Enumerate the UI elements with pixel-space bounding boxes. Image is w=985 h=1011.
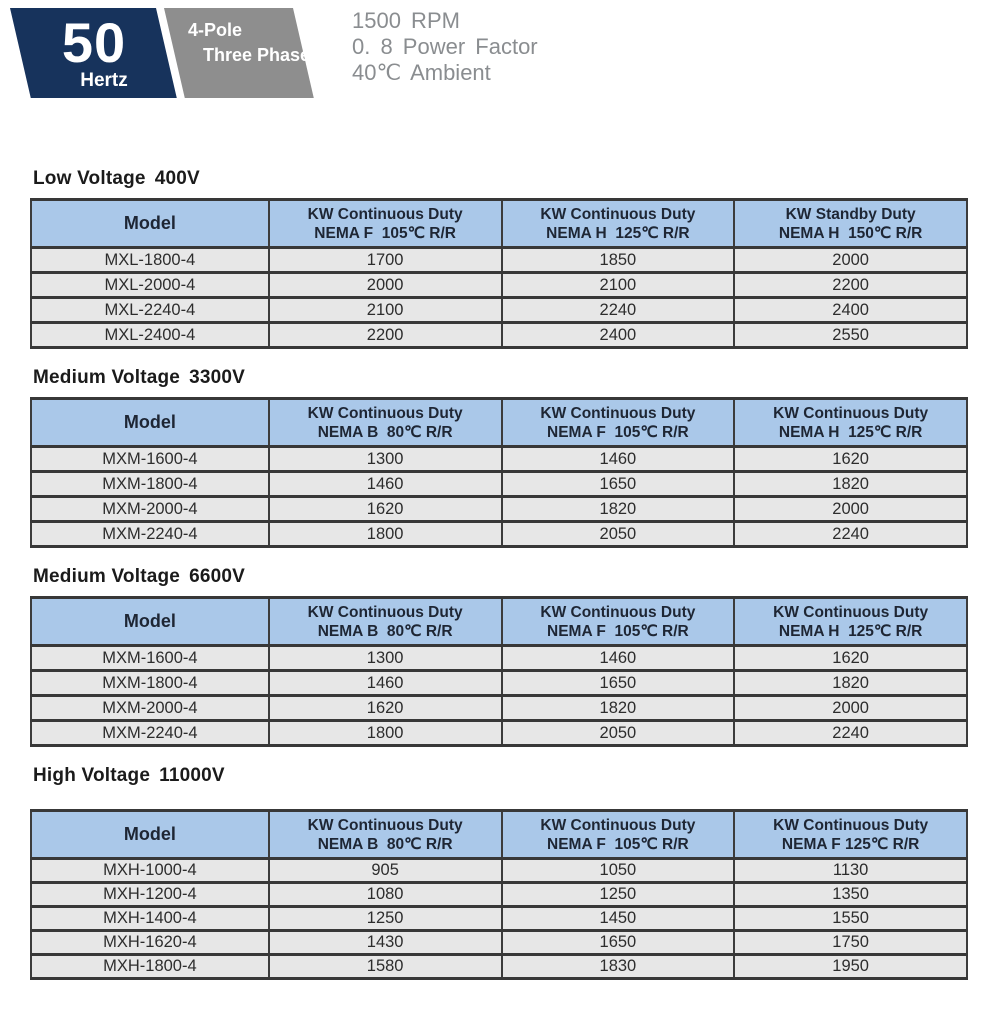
section-title-label: High Voltage	[33, 765, 151, 786]
value-cell: 1820	[734, 671, 967, 696]
section-title-medium-voltage-6600	[33, 566, 968, 588]
model-cell: MXL-2000-4	[31, 273, 269, 298]
value-cell: 1460	[502, 447, 735, 472]
model-cell: MXM-2000-4	[31, 497, 269, 522]
value-cell: 1650	[502, 931, 735, 955]
value-cell: 2240	[502, 298, 735, 323]
section-title-label: Medium Voltage	[33, 367, 181, 388]
pole-label: 4-Pole	[188, 20, 243, 40]
section-title-high-voltage	[33, 765, 968, 787]
column-header-model: Model	[31, 399, 269, 447]
value-cell: 1830	[502, 955, 735, 979]
header-line2: NEMA B 80℃ R/R	[317, 423, 453, 441]
value-cell: 1300	[269, 447, 502, 472]
value-cell: 2400	[502, 323, 735, 348]
model-cell: MXL-2240-4	[31, 298, 269, 323]
value-cell: 2400	[734, 298, 967, 323]
header-line1: KW Continuous Duty	[307, 816, 463, 834]
table-row	[31, 859, 967, 883]
header-line1: KW Continuous Duty	[773, 816, 929, 834]
frequency-unit-label: Hertz	[80, 70, 128, 91]
table-row	[31, 883, 967, 907]
model-cell: MXM-1600-4	[31, 646, 269, 671]
value-cell: 1820	[502, 497, 735, 522]
value-cell: 1950	[734, 955, 967, 979]
value-cell: 2100	[269, 298, 502, 323]
table-row	[31, 671, 967, 696]
column-header-duty-1	[269, 399, 502, 447]
column-header-duty-1	[269, 811, 502, 859]
table-row	[31, 931, 967, 955]
table-row	[31, 907, 967, 931]
model-cell: MXM-1600-4	[31, 447, 269, 472]
table-row	[31, 696, 967, 721]
table-high-voltage-11000v	[30, 809, 968, 980]
value-cell: 1700	[269, 248, 502, 273]
column-header-duty-2	[502, 811, 735, 859]
value-cell: 2240	[734, 522, 967, 547]
header-line1: KW Continuous Duty	[307, 603, 463, 621]
table-row	[31, 248, 967, 273]
header-line2: NEMA H 150℃ R/R	[778, 224, 923, 242]
header-row	[31, 811, 967, 859]
table-row	[31, 298, 967, 323]
section-title-low-voltage	[33, 168, 968, 190]
column-header-duty-3	[734, 598, 967, 646]
value-cell: 1460	[502, 646, 735, 671]
model-cell: MXH-1400-4	[31, 907, 269, 931]
spec-power-factor: 0. 8 Power Factor	[352, 34, 538, 59]
table-medium-voltage-6600v	[30, 596, 968, 747]
header-row	[31, 200, 967, 248]
value-cell: 2050	[502, 522, 735, 547]
model-cell: MXH-1200-4	[31, 883, 269, 907]
value-cell: 1300	[269, 646, 502, 671]
value-cell: 1580	[269, 955, 502, 979]
table-row	[31, 721, 967, 746]
model-cell: MXM-2240-4	[31, 721, 269, 746]
header-line1: KW Continuous Duty	[307, 205, 463, 223]
column-header-duty-2	[502, 200, 735, 248]
value-cell: 1250	[502, 883, 735, 907]
column-header-duty-2	[502, 598, 735, 646]
header-line1: KW Standby Duty	[785, 205, 916, 223]
model-cell: MXM-2240-4	[31, 522, 269, 547]
value-cell: 1800	[269, 721, 502, 746]
header-line1: KW Continuous Duty	[773, 404, 929, 422]
table-row	[31, 955, 967, 979]
value-cell: 1650	[502, 671, 735, 696]
value-cell: 1800	[269, 522, 502, 547]
value-cell: 1460	[269, 472, 502, 497]
header-line1: KW Continuous Duty	[540, 603, 696, 621]
value-cell: 2200	[734, 273, 967, 298]
value-cell: 2100	[502, 273, 735, 298]
header-line2: NEMA F 125℃ R/R	[781, 835, 920, 853]
frequency-value: 50	[61, 11, 127, 74]
value-cell: 1080	[269, 883, 502, 907]
header-line2: NEMA H 125℃ R/R	[778, 622, 923, 640]
value-cell: 2000	[734, 696, 967, 721]
table-row	[31, 646, 967, 671]
header-line1: KW Continuous Duty	[307, 404, 463, 422]
header-line2: NEMA F 105℃ R/R	[547, 423, 689, 441]
value-cell: 1550	[734, 907, 967, 931]
spec-summary	[352, 8, 538, 86]
table-medium-voltage-3300v	[30, 397, 968, 548]
section-title-medium-voltage-3300	[33, 367, 968, 389]
value-cell: 1620	[734, 447, 967, 472]
value-cell: 1820	[502, 696, 735, 721]
section-title-voltage: 3300V	[189, 367, 246, 388]
column-header-duty-3	[734, 811, 967, 859]
header-line1: KW Continuous Duty	[540, 404, 696, 422]
value-cell: 2200	[269, 323, 502, 348]
value-cell: 2000	[734, 248, 967, 273]
table-row	[31, 472, 967, 497]
header-row	[31, 399, 967, 447]
value-cell: 1750	[734, 931, 967, 955]
table-row	[31, 323, 967, 348]
table-row	[31, 522, 967, 547]
header-line1: KW Continuous Duty	[540, 816, 696, 834]
value-cell: 1460	[269, 671, 502, 696]
header-row	[31, 598, 967, 646]
value-cell: 1450	[502, 907, 735, 931]
model-cell: MXH-1620-4	[31, 931, 269, 955]
value-cell: 2240	[734, 721, 967, 746]
column-header-duty-3	[734, 200, 967, 248]
column-header-model: Model	[31, 598, 269, 646]
section-title-label: Medium Voltage	[33, 566, 181, 587]
value-cell: 1130	[734, 859, 967, 883]
value-cell: 2000	[269, 273, 502, 298]
value-cell: 1820	[734, 472, 967, 497]
value-cell: 1620	[269, 497, 502, 522]
table-row	[31, 273, 967, 298]
value-cell: 1430	[269, 931, 502, 955]
value-cell: 1650	[502, 472, 735, 497]
header-line2: NEMA F 105℃ R/R	[547, 835, 689, 853]
table-low-voltage-400v	[30, 198, 968, 349]
model-cell: MXH-1800-4	[31, 955, 269, 979]
spec-rpm: 1500 RPM	[352, 8, 460, 33]
value-cell: 1250	[269, 907, 502, 931]
header-line1: KW Continuous Duty	[540, 205, 696, 223]
header-line2: NEMA F 105℃ R/R	[547, 622, 689, 640]
model-cell: MXM-2000-4	[31, 696, 269, 721]
model-cell: MXM-1800-4	[31, 671, 269, 696]
column-header-duty-3	[734, 399, 967, 447]
column-header-duty-2	[502, 399, 735, 447]
header-badge	[0, 0, 985, 106]
header-line2: NEMA H 125℃ R/R	[546, 224, 690, 242]
spec-ambient: 40℃ Ambient	[352, 60, 491, 85]
value-cell: 1620	[269, 696, 502, 721]
section-title-voltage: 6600V	[189, 566, 246, 587]
header-line2: NEMA B 80℃ R/R	[317, 835, 453, 853]
header-line2: NEMA H 125℃ R/R	[778, 423, 923, 441]
value-cell: 2550	[734, 323, 967, 348]
column-header-model: Model	[31, 200, 269, 248]
model-cell: MXH-1000-4	[31, 859, 269, 883]
model-cell: MXL-1800-4	[31, 248, 269, 273]
spec-sheet	[0, 168, 985, 980]
column-header-duty-1	[269, 598, 502, 646]
section-title-voltage: 11000V	[159, 765, 225, 786]
model-cell: MXL-2400-4	[31, 323, 269, 348]
value-cell: 2000	[734, 497, 967, 522]
header-line1: KW Continuous Duty	[773, 603, 929, 621]
value-cell: 1850	[502, 248, 735, 273]
section-title-label: Low Voltage	[33, 168, 146, 189]
table-row	[31, 497, 967, 522]
value-cell: 1050	[502, 859, 735, 883]
value-cell: 1620	[734, 646, 967, 671]
value-cell: 2050	[502, 721, 735, 746]
model-cell: MXM-1800-4	[31, 472, 269, 497]
value-cell: 1350	[734, 883, 967, 907]
column-header-model: Model	[31, 811, 269, 859]
value-cell: 905	[269, 859, 502, 883]
header-line2: NEMA F 105℃ R/R	[314, 224, 456, 242]
header-line2: NEMA B 80℃ R/R	[317, 622, 453, 640]
section-title-voltage: 400V	[154, 168, 200, 189]
table-row	[31, 447, 967, 472]
phase-label: Three Phase	[203, 45, 311, 65]
column-header-duty-1	[269, 200, 502, 248]
